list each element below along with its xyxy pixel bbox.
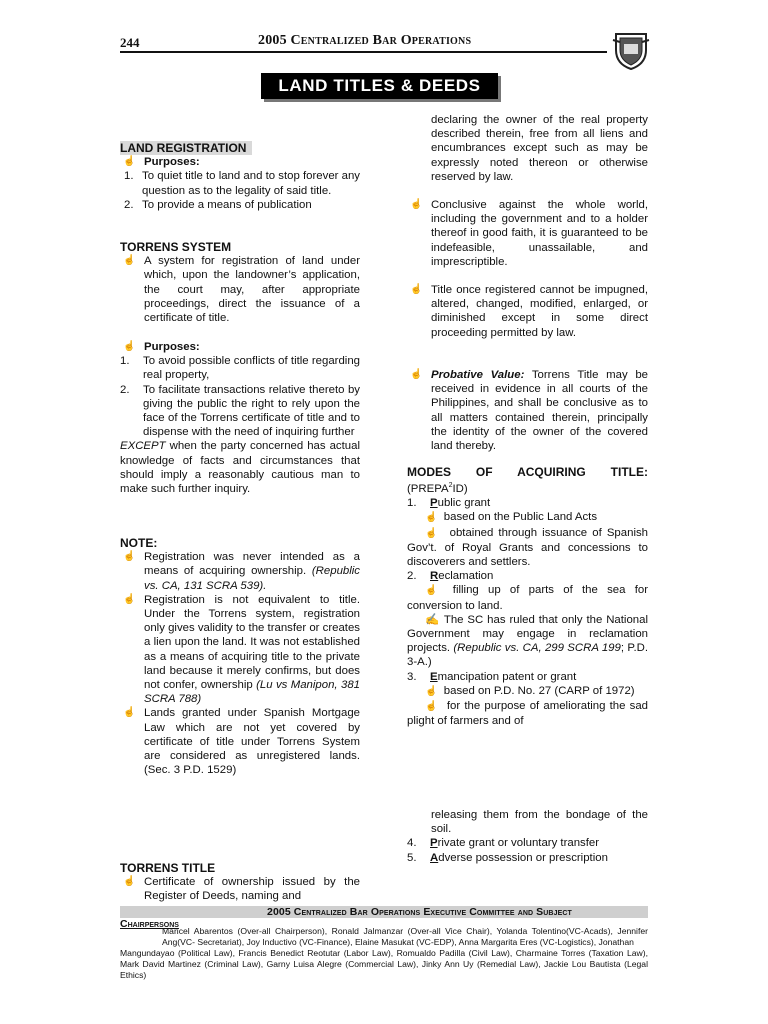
mode-item: 4. Private grant or voluntary transfer [407,837,600,850]
pointing-hand-icon: ☝ [123,156,136,168]
writing-hand-icon: ✍ [425,613,440,626]
footer-heading-continued: Chairpersons [120,918,179,930]
mode-item: 5. Adverse possession or prescription [407,851,608,864]
note-item: ☝ Registration is not equivalent to title. Under the Torrens system, registration only gives validity to the transfer or creates a lien upon the land. It was not established as a means of acquiring title to the private land because it merely confirms, but does not confer, ownership (Lu vs Manipon, 381 SCRA 788) [123,593,360,706]
pointing-hand-icon: ☝ [123,876,136,888]
modes-continued: releasing them from the bondage of the soil. 4. Private grant or voluntary transfer 5. Adverse possession or prescription [407,809,648,864]
modes-section: MODES OF ACQUIRING TITLE: (PREPA$^2$ID) 1. Public grant ☝ based on the Public Land Acts ☝ obtained through issuance of Spanish Gov’t. of Royal Grants and concessions to discoverers and settlers. 2. Reclamation ☝ filling up of parts of the sea for conversion to land. ✍ The SC has ruled that only the National Government may engage in reclamation projects. (Republic vs. CA, 299 SCRA 199; P.D. 3-A.) 3. Emancipation patent or grant ☝ based on P.D. No. 27 (CARP of 1972) ☝ for the purpose of ameliorating the sad plight of farmers and of [407,465,649,728]
torrens-title-section: TORRENS TITLE ☝ Certificate of ownership issued by the Register of Deeds, naming and [120,861,360,903]
torrens-system-heading: TORRENS SYSTEM [120,240,232,254]
pointing-hand-icon: ☝ [123,551,136,563]
list-item: 1. To avoid possible conflicts of title regarding real property, [120,355,360,382]
note-item: ☝ Lands granted under Spanish Mortgage Law which are not yet covered by certificate of title under Torrens System are considered as unregistered lands. (Sec. 3 P.D. 1529) [123,707,360,777]
pointing-hand-icon: ☝ [410,369,423,380]
pointing-hand-icon: ☝ [123,255,136,267]
torrens-title-heading: TORRENS TITLE [120,861,216,875]
torrens-system-section [120,240,360,325]
pointing-hand-icon: ☝ [425,701,439,713]
list-item: 2. To facilitate transactions relative thereto by giving the public the right to rely upon the face of the Torrens certificate of title and to dispense with the need of inquiring further [120,383,360,439]
running-header-title: 2005 Centralized Bar Operations [258,33,472,48]
pointing-hand-icon: ☝ [425,527,440,539]
modes-acronym: (PREPA$^2$ID) [407,482,468,495]
note-heading: NOTE: [120,536,158,550]
pointing-hand-icon: ☝ [123,707,136,719]
modes-heading: MODES OF ACQUIRING TITLE: [407,465,648,479]
except-paragraph: EXCEPT when the party concerned has actual knowledge of facts and circumstances that should imply a reasonably cautious man to make such further inquiry. [120,440,360,496]
probative-item: ☝ Probative Value: Torrens Title may be received in evidence in all courts of the Philippines, and shall be conclusive as to all matters contained therein, principally the identity of the owner of the covered land thereby. [410,369,648,453]
list-item: 2. To provide a means of publication [124,198,312,211]
seal-logo [612,30,650,70]
page-number: 244 [120,35,140,50]
torrens-title-continued: declaring the owner of the real property described therein, free from all liens and encumbrances except such as may be expressly noted thereon or otherwise reserved by law. [431,114,648,183]
torrens-purposes-section: ☝ Purposes: 1. To avoid possible conflicts of title regarding real property, 2. To facilitate transactions relative thereto by giving the public the right to rely upon the face of the Torrens certificate of title and to dispense with the need of inquiring further EXCEPT when the party concerned has actual knowledge of facts and circumstances that should imply a reasonably cautious man to make such further inquiry. [120,341,360,496]
conclusive-item: ☝ Conclusive against the whole world, including the government and to a holder thereof in good faith, it is guaranteed to be indefeasible, unassailable, and imprescriptible. [410,199,648,268]
mode-item: 3. Emancipation patent or grant [407,670,577,683]
land-registration-section [120,141,360,212]
pointing-hand-icon: ☝ [425,685,438,697]
pointing-hand-icon: ☝ [410,199,423,210]
note-section [120,536,360,777]
mode-item: 1. Public grant [407,497,491,510]
section-banner: LAND TITLES & DEEDS [261,73,498,99]
pointing-hand-icon: ☝ [425,512,438,524]
torrens-definition: ☝ A system for registration of land under which, upon the landowner’s application, the court may, after appropriate proceedings, direct the issuance of a certificate of title. [123,255,360,325]
footer-credits: Maricel Abarentos (Over-all Chairperson), Ronald Jalmanzar (Over-all Vice Chair), Yolanda Tolentino(VC-Acads), Jennifer Ang(VC- Secretariat), Joy Inductivo (VC-Finance), Elaine Masukat (VC-EDP), Anna Margarita Eres (VC-Logistics), Jonathan Mangundayao (Political Law), Francis Benedict Reotutar (Labor Law), Romualdo Padilla (Civil Law), Charmaine Torres (Taxation Law), Mark David Martinez (Criminal Law), Garny Luisa Alegre (Commercial Law), Jinky Ann Uy (Remedial Law), Jackie Lou Bautista (Legal Ethics) [120,926,648,980]
header-rule [120,51,607,53]
purposes-item: ☝ Purposes: [123,156,200,169]
land-registration-heading: LAND REGISTRATION [120,141,252,155]
pointing-hand-icon: ☝ [425,585,444,597]
footer-heading: 2005 Centralized Bar Operations Executive Committee and Subject [267,906,572,918]
note-item: ☝ Registration was never intended as a means of acquiring ownership. (Republic vs. CA, 131 SCRA 539). [123,551,360,592]
mode-item: 2. Reclamation [407,570,494,583]
title-once-item: ☝ Title once registered cannot be impugned, altered, changed, modified, enlarged, or diminished except in some direct proceeding permitted by law. [410,284,648,339]
pointing-hand-icon: ☝ [123,593,136,605]
list-item: 1. To quiet title to land and to stop forever any question as to the legality of said title. [124,170,360,197]
pointing-hand-icon: ☝ [123,341,136,352]
pointing-hand-icon: ☝ [410,284,423,295]
